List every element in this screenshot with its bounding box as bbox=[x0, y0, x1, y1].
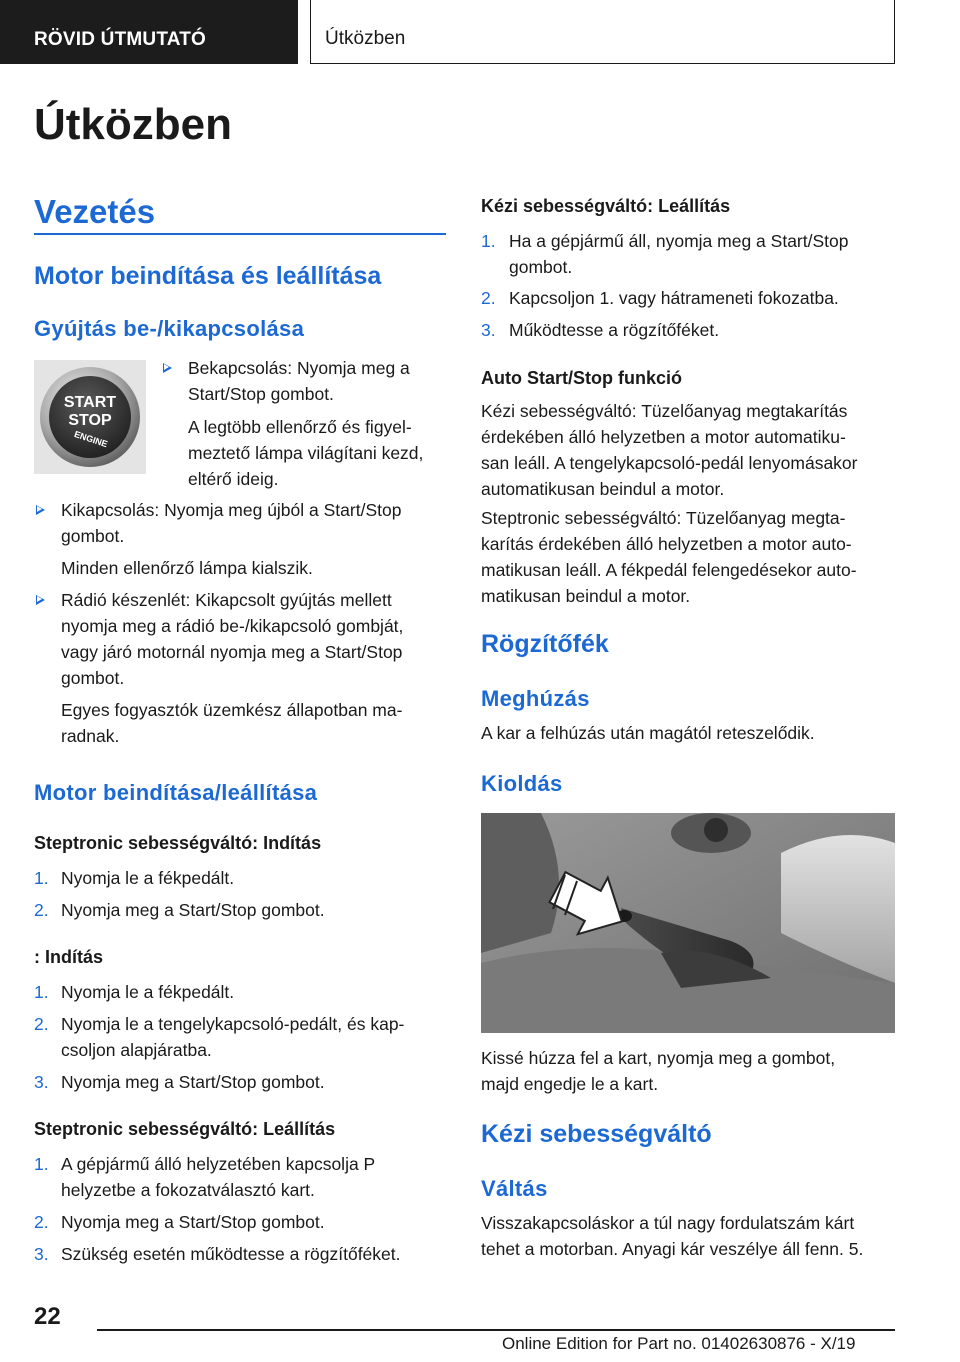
heading-rogzitofek: Rögzítőfék bbox=[481, 630, 609, 658]
step-text: A gépjármű álló helyzetében kapcsolja P bbox=[61, 1154, 376, 1174]
step-text: Nyomja le a tengelykapcsoló-pedált, és kap- bbox=[61, 1014, 405, 1034]
gyujtas-item-3-line-3: vagy járó motornál nyomja meg a Start/Stop bbox=[61, 642, 403, 662]
heading-rule bbox=[34, 233, 446, 235]
svg-text:ENGINE: ENGINE bbox=[72, 429, 109, 450]
gyujtas-item-3-line-2: nyomja meg a rádió be-/kikapcsoló gombját, bbox=[61, 616, 404, 636]
handbrake-illustration bbox=[481, 813, 895, 1033]
auto-paragraph-1-line-4: automatikusan beindul a motor. bbox=[481, 479, 725, 499]
step-text: Szükség esetén működtesse a rögzítőféket. bbox=[61, 1244, 401, 1264]
subheading-manual-start: : Indítás bbox=[34, 947, 104, 967]
step-number: 2. bbox=[34, 1212, 49, 1232]
bullet-triangle-icon bbox=[36, 505, 45, 515]
auto-paragraph-2-line-3: matikusan leáll. A fékpedál felengedésekor auto- bbox=[481, 560, 857, 580]
step-text: Működtesse a rögzítőféket. bbox=[509, 320, 720, 340]
valtas-paragraph-line-2: tehet a motorban. Anyagi kár veszélye áll fenn. 5. bbox=[481, 1239, 864, 1259]
gyujtas-item-3-line-4: gombot. bbox=[61, 668, 125, 688]
step-text: Nyomja meg a Start/Stop gombot. bbox=[61, 900, 325, 920]
auto-paragraph-1-line-1: Kézi sebességváltó: Tüzelőanyag megtakarítás bbox=[481, 401, 848, 421]
gyujtas-item-2-line-1: Kikapcsolás: Nyomja meg újból a Start/Stop bbox=[61, 500, 402, 520]
start-stop-button-icon bbox=[34, 360, 146, 474]
step-text: helyzetbe a fokozatválasztó kart. bbox=[61, 1180, 315, 1200]
page-number: 22 bbox=[34, 1303, 61, 1330]
auto-paragraph-2-line-1: Steptronic sebességváltó: Tüzelőanyag megta- bbox=[481, 508, 846, 528]
step-number: 2. bbox=[34, 1014, 49, 1034]
step-text: Nyomja meg a Start/Stop gombot. bbox=[61, 1212, 325, 1232]
bullet-triangle-icon bbox=[163, 363, 172, 373]
subheading-steptronic-stop: Steptronic sebességváltó: Leállítás bbox=[34, 1119, 336, 1139]
heading-motor-beinditasa: Motor beindítása/leállítása bbox=[34, 780, 318, 805]
heading-gyujtas: Gyújtás be-/kikapcsolása bbox=[34, 316, 305, 341]
footer-edition: Online Edition for Part no. 01402630876 - X/19 bbox=[502, 1334, 856, 1353]
svg-text:START: START bbox=[63, 394, 117, 411]
auto-paragraph-1-line-3: san leáll. A tengelykapcsoló-pedál lenyomásakor bbox=[481, 453, 858, 473]
header-section-tab: RÖVID ÚTMUTATÓ bbox=[0, 0, 298, 64]
footer-rule bbox=[97, 1329, 895, 1331]
subheading-auto-start-stop: Auto Start/Stop funkció bbox=[481, 368, 682, 388]
step-text: Ha a gépjármű áll, nyomja meg a Start/Stop bbox=[509, 231, 849, 251]
heading-meghuzas: Meghúzás bbox=[481, 686, 590, 711]
gyujtas-item-1-note-3: eltérő ideig. bbox=[188, 469, 279, 489]
auto-paragraph-2-line-2: karítás érdekében álló helyzetben a motor auto- bbox=[481, 534, 852, 554]
auto-paragraph-1-line-2: érdekében álló helyzetben a motor automatiku- bbox=[481, 427, 846, 447]
gyujtas-item-2-line-2: gombot. bbox=[61, 526, 125, 546]
header-chapter-tab: Útközben bbox=[310, 0, 895, 64]
gyujtas-item-1-line-2: Start/Stop gombot. bbox=[188, 384, 334, 404]
bullet-triangle-icon bbox=[36, 595, 45, 605]
gyujtas-item-2-note-1: Minden ellenőrző lámpa kialszik. bbox=[61, 558, 313, 578]
gyujtas-item-3-note-2: radnak. bbox=[61, 726, 120, 746]
heading-kezi-sebessegvalto: Kézi sebességváltó bbox=[481, 1120, 712, 1148]
gyujtas-item-3-line-1: Rádió készenlét: Kikapcsolt gyújtás mellett bbox=[61, 590, 392, 610]
step-text: Nyomja meg a Start/Stop gombot. bbox=[61, 1072, 325, 1092]
heading-valtas: Váltás bbox=[481, 1176, 548, 1201]
step-text: Nyomja le a fékpedált. bbox=[61, 982, 235, 1002]
step-number: 2. bbox=[481, 288, 496, 308]
gyujtas-item-1-line-1: Bekapcsolás: Nyomja meg a bbox=[188, 358, 410, 378]
gyujtas-item-1-note-2: meztető lámpa világítani kezd, bbox=[188, 443, 424, 463]
step-number: 1. bbox=[481, 231, 496, 251]
step-number: 1. bbox=[34, 1154, 49, 1174]
step-number: 3. bbox=[34, 1244, 49, 1264]
step-number: 3. bbox=[481, 320, 496, 340]
svg-text:STOP: STOP bbox=[68, 412, 112, 429]
gyujtas-item-3-note-1: Egyes fogyasztók üzemkész állapotban ma- bbox=[61, 700, 403, 720]
page-title: Útközben bbox=[34, 100, 232, 149]
step-text: Nyomja le a fékpedált. bbox=[61, 868, 235, 888]
gyujtas-item-1-note-1: A legtöbb ellenőrző és figyel- bbox=[188, 417, 412, 437]
step-number: 1. bbox=[34, 982, 49, 1002]
step-text: csoljon alapjáratba. bbox=[61, 1040, 212, 1060]
kioldas-paragraph-line-1: Kissé húzza fel a kart, nyomja meg a gombot, bbox=[481, 1048, 836, 1068]
step-number: 1. bbox=[34, 868, 49, 888]
kioldas-paragraph-line-2: majd engedje le a kart. bbox=[481, 1074, 659, 1094]
auto-paragraph-2-line-4: matikusan beindul a motor. bbox=[481, 586, 691, 606]
meghuzas-paragraph: A kar a felhúzás után magától reteszelődik. bbox=[481, 723, 815, 743]
step-text: Kapcsoljon 1. vagy hátrameneti fokozatba. bbox=[509, 288, 839, 308]
valtas-paragraph-line-1: Visszakapcsoláskor a túl nagy fordulatszám kárt bbox=[481, 1213, 855, 1233]
step-text: gombot. bbox=[509, 257, 573, 277]
heading-vezetes: Vezetés bbox=[34, 193, 156, 230]
subheading-manual-stop: Kézi sebességváltó: Leállítás bbox=[481, 196, 731, 216]
heading-kioldas: Kioldás bbox=[481, 771, 563, 796]
start-stop-button-image bbox=[34, 360, 146, 474]
step-number: 3. bbox=[34, 1072, 49, 1092]
handbrake-photo bbox=[481, 813, 895, 1033]
heading-motor: Motor beindítása és leállítása bbox=[34, 262, 382, 290]
step-number: 2. bbox=[34, 900, 49, 920]
subheading-steptronic-start: Steptronic sebességváltó: Indítás bbox=[34, 833, 322, 853]
